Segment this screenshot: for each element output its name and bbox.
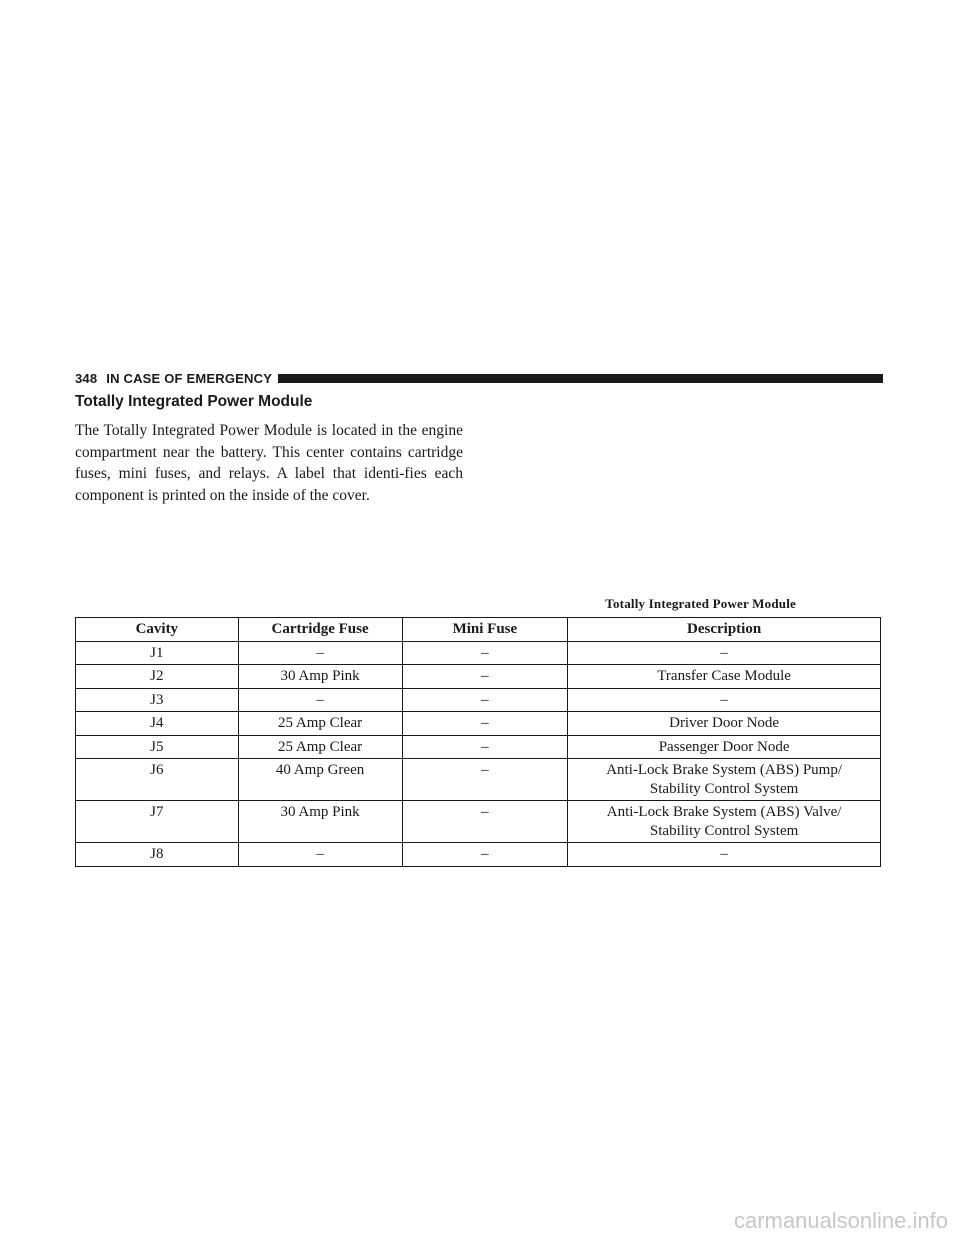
cavity-cell: J8 [76,843,239,867]
cavity-cell: J4 [76,712,239,736]
cartridge-fuse-cell: 30 Amp Pink [238,665,402,689]
mini-fuse-cell: – [402,735,568,759]
table-row [76,665,881,689]
description-line: – [720,644,728,661]
cavity-cell: J3 [76,688,239,712]
mini-fuse-cell: – [402,759,568,801]
mini-fuse-cell: – [402,641,568,665]
section-title: IN CASE OF EMERGENCY [106,370,273,386]
column-header-cartridge-fuse: Cartridge Fuse [238,618,402,642]
description-cell [568,801,881,843]
table-row [76,843,881,867]
table-caption: Totally Integrated Power Module [605,596,796,611]
cartridge-fuse-cell: 40 Amp Green [238,759,402,801]
description-line: Anti-Lock Brake System (ABS) Valve/ [606,804,842,820]
description-line-2: Stability Control System [649,822,799,839]
table-header-row [76,618,881,642]
description-cell [568,759,881,801]
cartridge-fuse-cell: – [238,843,402,867]
page-heading: Totally Integrated Power Module [75,393,313,410]
column-header-description: Description [568,618,881,642]
description-cell [568,843,881,867]
cartridge-fuse-cell: 25 Amp Clear [238,712,402,736]
description-line: Transfer Case Module [657,668,791,684]
mini-fuse-cell: – [402,688,568,712]
mini-fuse-cell: – [402,712,568,736]
cartridge-fuse-cell: 30 Amp Pink [238,801,402,843]
cavity-cell: J5 [76,735,239,759]
table-row [76,641,881,665]
cartridge-fuse-cell: – [238,641,402,665]
cavity-cell: J2 [76,665,239,689]
watermark-text: carmanualsonline.info [733,1208,948,1233]
mini-fuse-cell: – [402,665,568,689]
table-row [76,712,881,736]
body-paragraph: The Totally Integrated Power Module is located in the engine compartment near the battery. This center contains cartridge fuses, mini fuses, and relays. A label that identi-fies each component is printed on the inside of the cover. [75,422,463,504]
cartridge-fuse-cell: – [238,688,402,712]
cavity-cell: J7 [76,801,239,843]
cartridge-fuse-cell: 25 Amp Clear [238,735,402,759]
mini-fuse-cell: – [402,801,568,843]
description-cell [568,712,881,736]
description-line: – [720,691,728,708]
fuse-table [75,617,881,867]
table-row [76,759,881,801]
description-line: Anti-Lock Brake System (ABS) Pump/ [606,762,843,778]
description-line: – [720,846,728,862]
description-cell [568,688,881,712]
page-header [75,369,883,387]
table-row [76,801,881,843]
table-row [76,688,881,712]
mini-fuse-cell: – [402,843,568,867]
page-number: 348 [75,370,98,386]
description-cell [568,641,881,665]
column-header-mini-fuse: Mini Fuse [402,618,568,642]
description-cell [568,735,881,759]
description-line-2: Stability Control System [649,780,799,797]
description-line: Passenger Door Node [658,738,790,755]
column-header-cavity: Cavity [76,618,239,642]
description-cell [568,665,881,689]
description-line: Driver Door Node [669,715,780,731]
table-row [76,735,881,759]
cavity-cell: J1 [76,641,239,665]
cavity-cell: J6 [76,759,239,801]
header-rule [278,374,883,383]
